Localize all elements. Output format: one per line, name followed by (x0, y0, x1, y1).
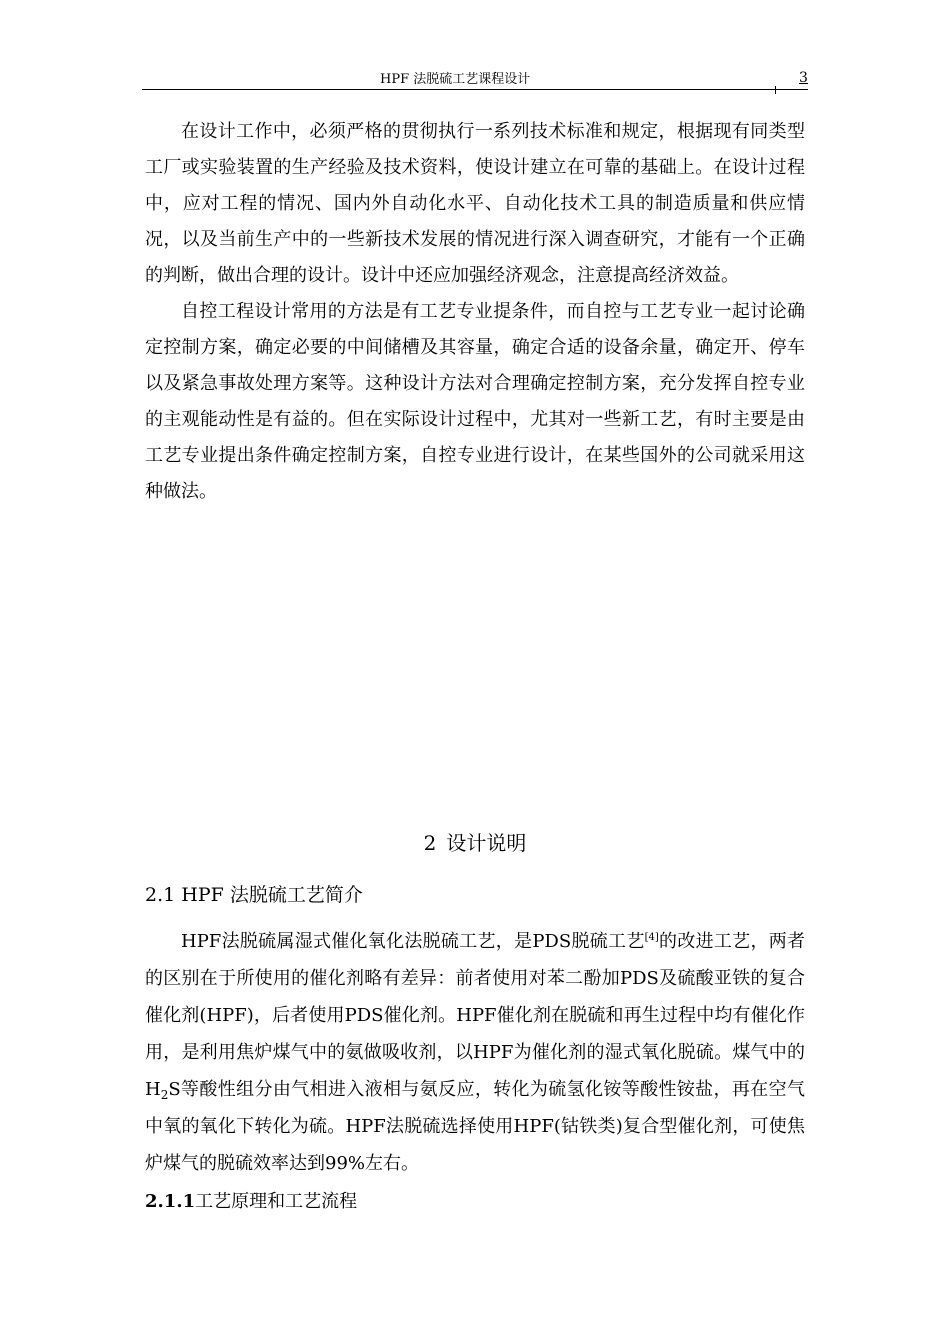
chapter-number: 2 (423, 831, 437, 855)
hpf-text-block (145, 923, 805, 1182)
subsection-number: 2.1.1 (145, 1191, 196, 1212)
subsection-title: 工艺原理和工艺流程 (195, 1191, 358, 1212)
hpf-text-part1: HPF法脱硫属湿式催化氧化法脱硫工艺，是PDS脱硫工艺 (181, 931, 645, 952)
subscript-2: 2 (160, 1088, 169, 1102)
chapter-heading (0, 826, 950, 860)
section-title: 法脱硫工艺简介 (229, 884, 363, 906)
subsection-heading (145, 1184, 357, 1220)
paragraph-design-standards: 在设计工作中，必须严格的贯彻执行一系列技术标准和规定，根据现有同类型工厂或实验装置的生产经验及技术资料，使设计建立在可靠的基础上。在设计过程中，应对工程的情况、国内外自动化水平、自动化技术工具的制造质量和供应情况，以及当前生产中的一些新技术发展的情况进行深入调查研究，才能有一个正确的判断，做出合理的设计。设计中还应加强经济观念，注意提高经济效益。 (145, 121, 805, 286)
header-rule (142, 89, 808, 90)
hpf-text-part3: S等酸性组分由气相进入液相与氨反应，转化为硫氢化铵等酸性铵盐，再在空气中氧的氧化下转化为硫。HPF法脱硫选择使用HPF(钴铁类)复合型催化剂，可使焦炉煤气的脱硫效率达到99%左右。 (145, 1079, 805, 1174)
hpf-text-part2: 的改进工艺，两者的区别在于所使用的催化剂略有差异：前者使用对苯二酚加PDS及硫酸亚铁的复合催化剂(HPF)，后者使用PDS催化剂。HPF催化剂在脱硫和再生过程中均有催化作用，是利用焦炉煤气中的氨做吸收剂，以HPF为催化剂的湿式氧化脱硫。煤气中的H (145, 931, 805, 1100)
intro-text-block (145, 114, 805, 510)
section-number: 2.1 HPF (145, 884, 224, 906)
page-number: 3 (799, 70, 808, 86)
paragraph-control-design-method: 自控工程设计常用的方法是有工艺专业提条件，而自控与工艺专业一起讨论确定控制方案，确定必要的中间储槽及其容量，确定合适的设备余量，确定开、停车以及紧急事故处理方案等。这种设计方法对合理确定控制方案，充分发挥自控专业的主观能动性是有益的。但在实际设计过程中，尤其对一些新工艺，有时主要是由工艺专业提出条件确定控制方案，自控专业进行设计，在某些国外的公司就采用这种做法。 (145, 301, 805, 502)
header-tick-mark (775, 86, 776, 94)
section-heading (145, 878, 363, 912)
chapter-title: 设计说明 (446, 831, 527, 855)
running-header-title: HPF 法脱硫工艺课程设计 (380, 72, 531, 87)
citation-ref: [4] (644, 932, 659, 943)
paragraph-hpf-intro (145, 923, 805, 1182)
